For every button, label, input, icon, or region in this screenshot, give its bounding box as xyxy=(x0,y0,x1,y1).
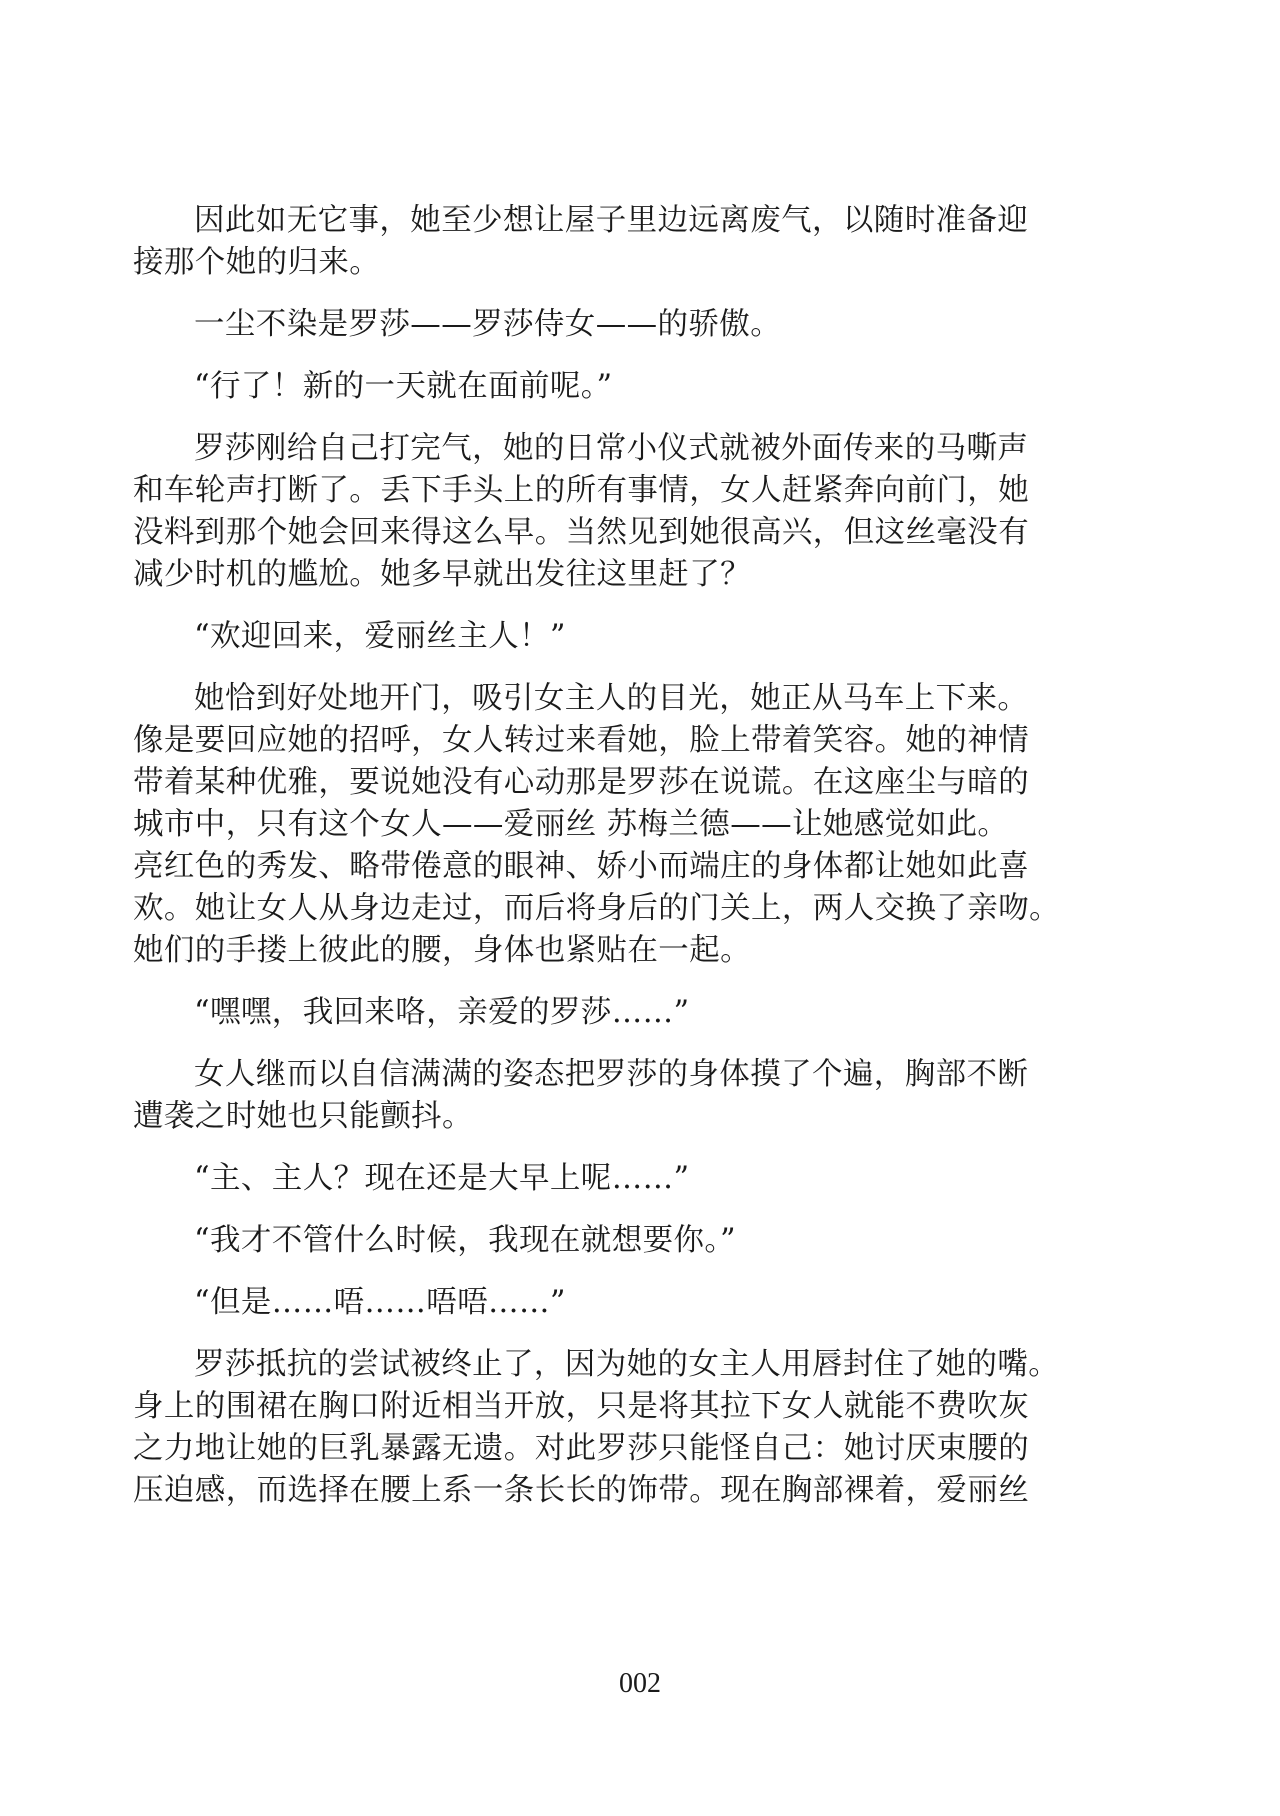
text-line: 像是要回应她的招呼，女人转过来看她，脸上带着笑容。她的神情 xyxy=(133,723,1030,758)
text-line: 罗莎刚给自己打完气，她的日常小仪式就被外面传来的马嘶声 xyxy=(194,431,1029,466)
text-line: 身上的围裙在胸口附近相当开放，只是将其拉下女人就能不费吹灰 xyxy=(133,1389,1030,1424)
paragraph xyxy=(133,1158,1083,1200)
paragraph xyxy=(133,304,1083,346)
text-line: 城市中，只有这个女人——爱丽丝 苏梅兰德——让她感觉如此。 xyxy=(133,807,1009,842)
text-line: 罗莎抵抗的尝试被终止了，因为她的女主人用唇封住了她的嘴。 xyxy=(194,1347,1060,1382)
paragraph xyxy=(133,428,1083,596)
text-line: “我才不管什么时候，我现在就想要你。” xyxy=(194,1223,737,1258)
text-line: 女人继而以自信满满的姿态把罗莎的身体摸了个遍，胸部不断 xyxy=(194,1057,1029,1092)
text-line: “但是……唔……唔唔……” xyxy=(194,1285,566,1320)
paragraph xyxy=(133,200,1083,284)
text-line: 欢。她让女人从身边走过，而后将身后的门关上，两人交换了亲吻。 xyxy=(133,891,1060,926)
text-line: “行了！新的一天就在面前呢。” xyxy=(194,369,613,404)
paragraph xyxy=(133,1054,1083,1138)
text-line: 她恰到好处地开门，吸引女主人的目光，她正从马车上下来。 xyxy=(194,681,1029,716)
paragraph xyxy=(133,1282,1083,1324)
page-number: 002 xyxy=(619,1668,661,1699)
body-text xyxy=(133,200,1083,1532)
paragraph xyxy=(133,1344,1083,1512)
text-line: 接那个她的归来。 xyxy=(133,245,381,280)
text-line: 减少时机的尴尬。她多早就出发往这里赶了？ xyxy=(133,557,751,592)
text-line: 亮红色的秀发、略带倦意的眼神、娇小而端庄的身体都让她如此喜 xyxy=(133,849,1030,884)
paragraph xyxy=(133,678,1083,972)
paragraph xyxy=(133,616,1083,658)
text-line: 和车轮声打断了。丢下手头上的所有事情，女人赶紧奔向前门，她 xyxy=(133,473,1030,508)
text-line: 遭袭之时她也只能颤抖。 xyxy=(133,1099,473,1134)
text-line: 她们的手搂上彼此的腰，身体也紧贴在一起。 xyxy=(133,933,751,968)
text-line: “欢迎回来，爱丽丝主人！” xyxy=(194,619,566,654)
text-line: “嘿嘿，我回来咯，亲爱的罗莎……” xyxy=(194,995,690,1030)
text-line: 一尘不染是罗莎——罗莎侍女——的骄傲。 xyxy=(194,307,782,342)
text-line: 带着某种优雅，要说她没有心动那是罗莎在说谎。在这座尘与暗的 xyxy=(133,765,1030,800)
text-line: “主、主人？现在还是大早上呢……” xyxy=(194,1161,690,1196)
text-line: 没料到那个她会回来得这么早。当然见到她很高兴，但这丝毫没有 xyxy=(133,515,1030,550)
text-line: 之力地让她的巨乳暴露无遗。对此罗莎只能怪自己：她讨厌束腰的 xyxy=(133,1431,1030,1466)
text-line: 因此如无它事，她至少想让屋子里边远离废气，以随时准备迎 xyxy=(194,203,1029,238)
paragraph xyxy=(133,992,1083,1034)
paragraph xyxy=(133,366,1083,408)
paragraph xyxy=(133,1220,1083,1262)
text-line: 压迫感，而选择在腰上系一条长长的饰带。现在胸部裸着，爱丽丝 xyxy=(133,1473,1030,1508)
